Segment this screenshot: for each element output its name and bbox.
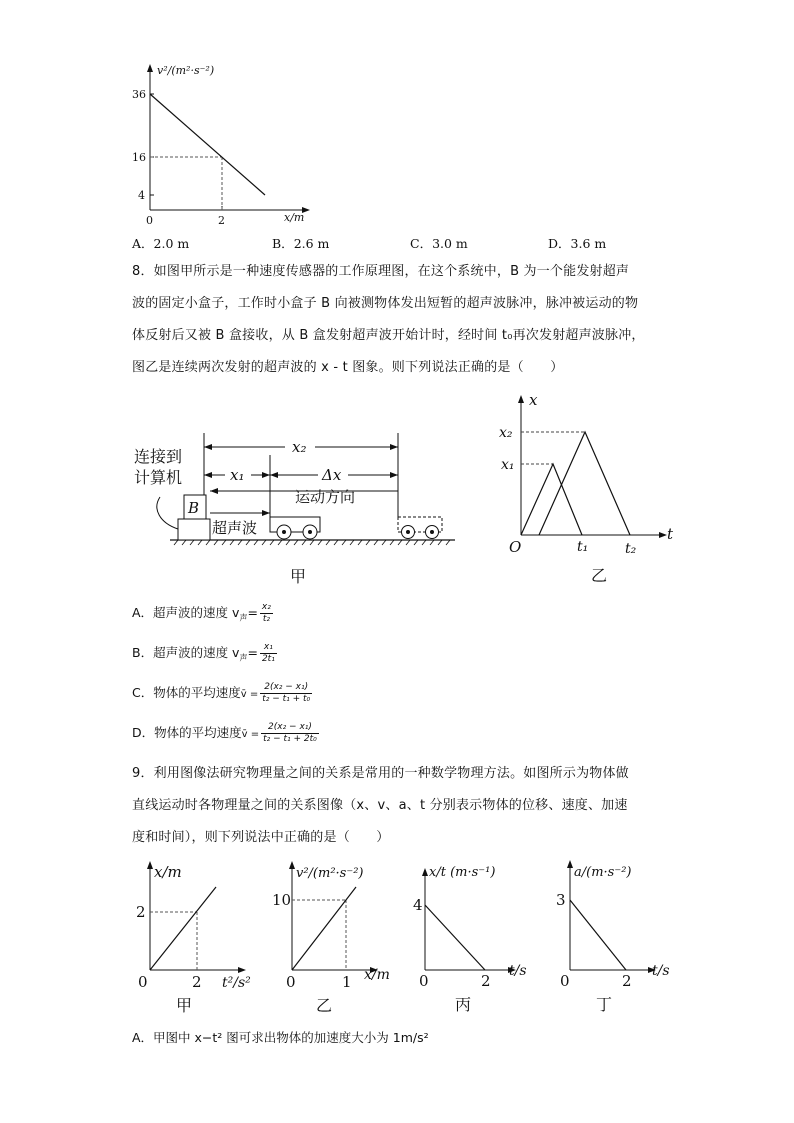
origin-o: O xyxy=(509,538,522,556)
graph-bing-origin: 0 xyxy=(419,972,429,990)
graph-jia-y-label: x/m xyxy=(154,863,182,881)
y-tick-36: 36 xyxy=(132,88,146,101)
x1-level-label: x₁ xyxy=(501,457,515,473)
graph-bing-y-tick: 4 xyxy=(413,896,423,914)
graph-ding-x-label: t/s xyxy=(652,963,670,979)
graph-jia-y-tick: 2 xyxy=(136,903,146,921)
ultrasound-label: 超声波 xyxy=(212,519,258,537)
graph-yi-x-label: x/m xyxy=(364,967,390,983)
origin-label: 0 xyxy=(146,214,153,227)
graph-ding-origin: 0 xyxy=(560,972,570,990)
graph-jia-x-tick: 2 xyxy=(192,973,202,991)
figure-yi xyxy=(495,385,685,585)
q8-option-a[interactable]: A．超声波的速度 $v_声=$ $\frac{\text{x₂}}{\text{t₂}}$ xyxy=(132,602,271,624)
q8-line-3: 体反射后又被 B 盒接收，从 B 盒发射超声波开始计时，经时间 t₀再次发射超声波脉冲， xyxy=(132,328,645,343)
figure-jia-caption: 甲 xyxy=(290,567,307,586)
graph-bing-y-label: x/t (m·s⁻¹) xyxy=(429,865,496,880)
x2-label: x₂ xyxy=(292,438,307,456)
q7-option-c[interactable]: C．3.0 m xyxy=(410,236,468,251)
q7-option-a[interactable]: A．2.0 m xyxy=(132,236,190,251)
dx-label: Δx xyxy=(322,466,342,484)
x-axis-label-t: t xyxy=(667,525,674,543)
q7-option-d[interactable]: D．3.6 m xyxy=(548,236,607,251)
y-axis-label-x: x xyxy=(529,391,538,409)
q8-option-b[interactable]: B．超声波的速度 $v_声=$ $\frac{\text{x₁}}{\text{2t₁}}$ xyxy=(132,642,275,664)
graph-yi-y-tick: 10 xyxy=(272,891,292,909)
q9-line-2: 直线运动时各物理量之间的关系图像（x、v、a、t 分别表示物体的位移、速度、加速 xyxy=(132,798,628,813)
graph-bing-x-tick: 2 xyxy=(481,972,491,990)
q9-line-1: 9．利用图像法研究物理量之间的关系是常用的一种数学物理方法。如图所示为物体做 xyxy=(132,766,629,781)
graph-jia-caption: 甲 xyxy=(176,996,193,1015)
q8-option-c[interactable]: C．物体的平均速度v̄ = $\frac{\text{2(x₂ − x₁)}}{\text{t₂ − t₁ + t₀}}$ xyxy=(132,682,311,704)
graph-yi-x-tick: 1 xyxy=(342,973,352,991)
v2-x-graph xyxy=(130,58,320,233)
graph-bing-caption: 丙 xyxy=(455,995,472,1014)
graph-yi-caption: 乙 xyxy=(316,996,333,1015)
graph-ding-caption: 丁 xyxy=(596,995,613,1014)
connect-label-1: 连接到 xyxy=(134,447,183,466)
q9-option-a[interactable]: A．甲图中 x−t² 图可求出物体的加速度大小为 1m/s² xyxy=(132,1030,429,1045)
graph-bing xyxy=(405,850,540,1015)
graph-ding-x-tick: 2 xyxy=(622,972,632,990)
q8-line-2: 波的固定小盒子，工作时小盒子 B 向被测物体发出短暂的超声波脉冲，脉冲被运动的物 xyxy=(132,296,639,311)
figure-jia xyxy=(130,425,460,590)
graph-ding-y-tick: 3 xyxy=(556,891,566,909)
graph-jia xyxy=(130,855,270,1015)
x-axis-label: x/m xyxy=(284,211,305,224)
x-tick-2: 2 xyxy=(218,214,225,227)
q7-option-b[interactable]: B．2.6 m xyxy=(272,236,330,251)
q9-line-3: 度和时间），则下列说法中正确的是（ ） xyxy=(132,830,390,845)
q8-line-4: 图乙是连续两次发射的超声波的 x - t 图象。则下列说法正确的是（ ） xyxy=(132,360,564,375)
graph-ding-y-label: a/(m·s⁻²) xyxy=(574,865,632,880)
connect-label-2: 计算机 xyxy=(134,468,183,487)
motion-direction-label: 运动方向 xyxy=(295,488,356,506)
t1-label: t₁ xyxy=(577,539,589,555)
figure-yi-caption: 乙 xyxy=(591,566,608,585)
graph-jia-origin: 0 xyxy=(138,973,148,991)
x1-label: x₁ xyxy=(230,466,245,484)
q8-option-d[interactable]: D．物体的平均速度v̄ = $\frac{\text{2(x₂ − x₁)}}{\text{t₂ − t₁ + 2t₀}}$ xyxy=(132,722,317,744)
t2-label: t₂ xyxy=(625,541,637,557)
graph-ding xyxy=(550,850,685,1015)
q8-line-1: 8．如图甲所示是一种速度传感器的工作原理图，在这个系统中，B 为一个能发射超声 xyxy=(132,264,630,279)
y-tick-16: 16 xyxy=(132,151,146,164)
x2-level-label: x₂ xyxy=(499,425,513,441)
graph-bing-x-label: t/s xyxy=(509,963,527,979)
y-axis-label: v²/(m²·s⁻²) xyxy=(157,64,215,77)
graph-yi-origin: 0 xyxy=(286,973,296,991)
graph-jia-line xyxy=(150,887,216,970)
second-pulse-line xyxy=(539,432,630,535)
graph-yi-y-label: v²/(m²·s⁻²) xyxy=(296,866,364,881)
y-tick-4: 4 xyxy=(138,189,145,202)
graph-bing-line xyxy=(425,905,485,970)
v2-x-line xyxy=(150,94,265,195)
graph-jia-x-label: t²/s² xyxy=(222,975,251,991)
graph-yi xyxy=(272,855,402,1015)
box-b-label: B xyxy=(188,499,200,517)
first-pulse-line xyxy=(521,464,582,535)
graph-ding-line xyxy=(570,900,626,970)
